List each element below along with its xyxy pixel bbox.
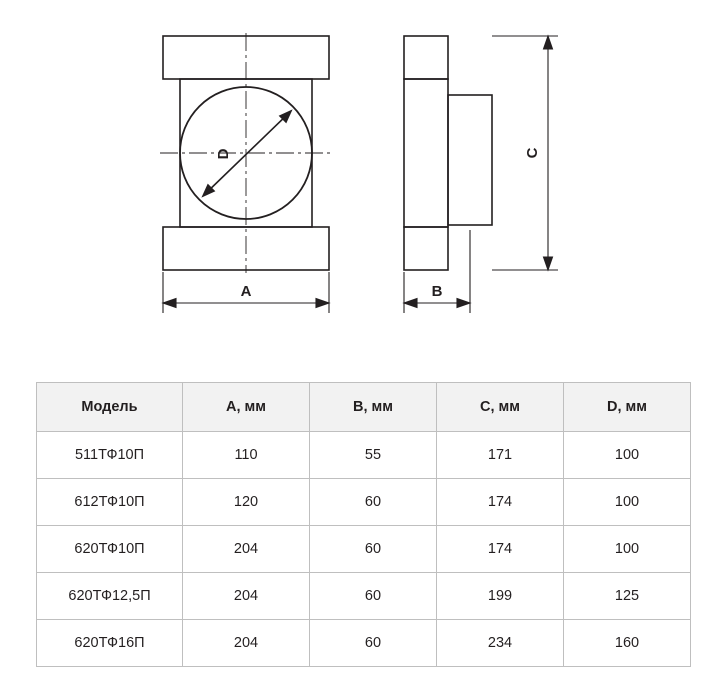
table-row xyxy=(37,432,691,479)
table-cell-c: 234 xyxy=(437,620,564,667)
table-cell-model: 511ТФ10П xyxy=(37,432,183,479)
table-header-cell: D, мм xyxy=(564,383,691,432)
table-cell-c: 171 xyxy=(437,432,564,479)
dimension-b xyxy=(404,230,470,313)
dimension-a-label: A xyxy=(240,283,252,300)
table-cell-model: 620ТФ16П xyxy=(37,620,183,667)
dimension-b-label: B xyxy=(431,283,443,300)
table-cell-b: 60 xyxy=(310,479,437,526)
spec-table xyxy=(36,382,691,667)
table-cell-d: 100 xyxy=(564,526,691,573)
technical-drawing xyxy=(0,0,726,345)
table-cell-c: 174 xyxy=(437,526,564,573)
table-cell-b: 60 xyxy=(310,573,437,620)
table-row xyxy=(37,573,691,620)
table-cell-d: 125 xyxy=(564,573,691,620)
table-cell-model: 620ТФ12,5П xyxy=(37,573,183,620)
table-row xyxy=(37,620,691,667)
table-cell-a: 120 xyxy=(183,479,310,526)
table-cell-c: 174 xyxy=(437,479,564,526)
table-cell-a: 110 xyxy=(183,432,310,479)
table-cell-a: 204 xyxy=(183,620,310,667)
table-cell-a: 204 xyxy=(183,526,310,573)
table-row xyxy=(37,479,691,526)
table-cell-d: 100 xyxy=(564,479,691,526)
table-cell-c: 199 xyxy=(437,573,564,620)
spec-table-wrapper xyxy=(36,382,690,667)
table-cell-b: 60 xyxy=(310,620,437,667)
table-cell-model: 612ТФ10П xyxy=(37,479,183,526)
table-header-cell: C, мм xyxy=(437,383,564,432)
dimension-c-label: C xyxy=(524,147,541,159)
table-cell-b: 60 xyxy=(310,526,437,573)
table-row xyxy=(37,526,691,573)
table-header-cell: B, мм xyxy=(310,383,437,432)
table-cell-b: 55 xyxy=(310,432,437,479)
table-header-cell: A, мм xyxy=(183,383,310,432)
table-cell-d: 160 xyxy=(564,620,691,667)
table-cell-model: 620ТФ10П xyxy=(37,526,183,573)
side-view xyxy=(404,36,492,270)
table-cell-d: 100 xyxy=(564,432,691,479)
dimension-d-label: D xyxy=(215,148,232,160)
table-header-cell: Модель xyxy=(37,383,183,432)
table-cell-a: 204 xyxy=(183,573,310,620)
table-header-row xyxy=(37,383,691,432)
